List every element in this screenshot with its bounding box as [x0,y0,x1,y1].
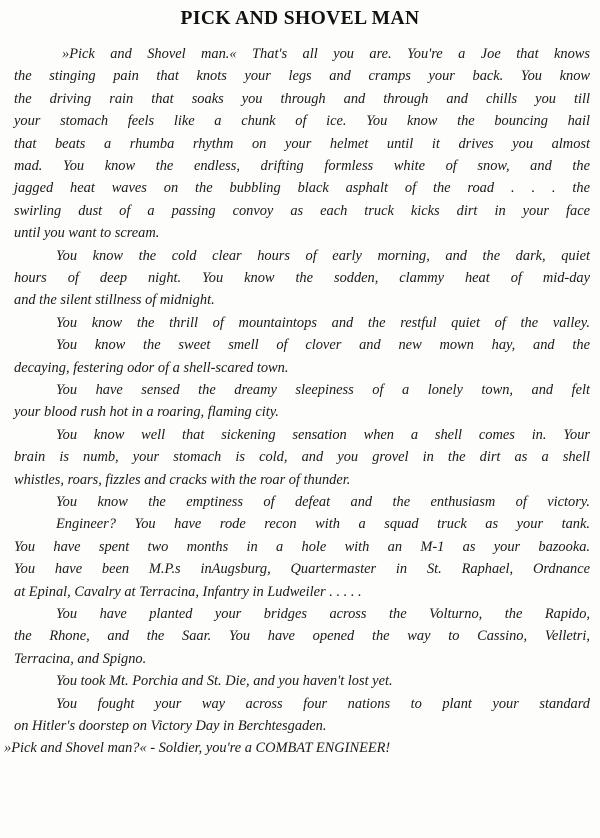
text-line: and the silent stillness of midnight. [14,292,215,309]
text-line: the Rhone, and the Saar. You have opened the way to Cassino, Velletri, [14,628,590,645]
text-line: Engineer? You have rode recon with a squad truck as your tank. [56,516,590,533]
text-line: You know the emptiness of defeat and the enthusiasm of victory. [56,494,590,510]
text-line: You know the sweet smell of clover and new mown hay, and the [56,337,590,354]
text-line: decaying, festering odor of a shell-scared town. [14,359,289,376]
text-line: You have spent two months in a hole with an M-1 as your bazooka. [14,538,590,555]
closing-line: »Pick and Shovel man?« - Soldier, you're a COMBAT ENGINEER! [4,740,391,757]
text-line: You know the cold clear hours of early morning, and the dark, quiet [56,247,590,264]
text-line: jagged heat waves on the bubbling black asphalt of the road . . . the [14,180,590,197]
text-line: You know the thrill of mountaintops and the restful quiet of the valley. [56,314,590,331]
text-line: at Epinal, Cavalry at Terracina, Infantry in Ludweiler . . . . . [14,583,362,600]
text-line: your blood rush hot in a roaring, flaming city. [14,404,279,421]
text-line: You know well that sickening sensation when a shell comes in. Your [56,426,590,443]
text-line: You took Mt. Porchia and St. Die, and you haven't lost yet. [56,673,393,690]
text-line: on Hitler's doorstep on Victory Day in Berchtesgaden. [14,718,327,734]
text-line: You have been M.P.s inAugsburg, Quartermaster in St. Raphael, Ordnance [14,561,590,578]
text-line: You have sensed the dreamy sleepiness of a lonely town, and felt [56,382,590,398]
page-title: PICK AND SHOVEL MAN [180,8,420,29]
text-line: your stomach feels like a chunk of ice. You know the bouncing hail [14,113,590,130]
text-line: »Pick and Shovel man.« That's all you are. You're a Joe that knows [62,46,590,62]
text-line: brain is numb, your stomach is cold, and you grovel in the dirt as a shell [14,449,590,466]
text-line: You fought your way across four nations to plant your standard [56,695,590,712]
text-line: mad. You know the endless, drifting formless white of snow, and the [14,158,590,174]
text-line: the stinging pain that knots your legs and cramps your back. You know [14,68,590,85]
text-line: the driving rain that soaks you through and through and chills you till [14,90,590,107]
text-line: whistles, roars, fizzles and cracks with the roar of thunder. [14,471,351,488]
text-line: until you want to scream. [14,225,160,242]
text-line: Terracina, and Spigno. [14,650,147,667]
text-line: You have planted your bridges across the Volturno, the Rapido, [56,606,590,622]
text-line: hours of deep night. You know the sodden, clammy heat of mid-day [14,270,590,286]
text-line: that beats a rhumba rhythm on your helmet until it drives you almost [14,135,590,152]
text-line: swirling dust of a passing convoy as each truck kicks dirt in your face [14,202,590,219]
